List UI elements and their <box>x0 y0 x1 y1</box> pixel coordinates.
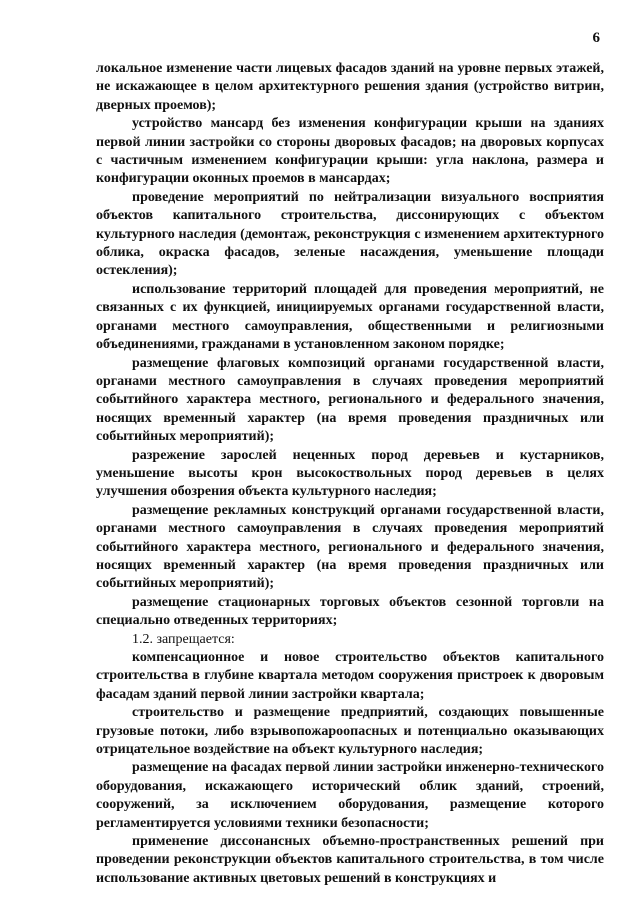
page-number: 6 <box>592 30 600 46</box>
paragraph-advertising: размещение рекламных конструкций органами государственной власти, органами местного самоуправления в случаях проведения мероприятий событийного характера местного, регионального и федерального значения, носящих временный характер (на время проведения праздничных или событийных мероприятий); <box>96 502 604 592</box>
paragraph-engineering-equipment: размещение на фасадах первой линии застройки инженерно-технического оборудования, искажающего исторический облик зданий, строений, сооружений, за исключением оборудования, размещение которого регламентируется условиями техники безопасности; <box>96 760 604 831</box>
document-body <box>96 60 604 888</box>
paragraph-enterprises: строительство и размещение предприятий, создающих повышенные грузовые потоки, либо взрывопожароопасных и потенциально оказывающих отрицательное воздействие на объект культурного наследия; <box>96 705 604 758</box>
paragraph-compensatory-construction: компенсационное и новое строительство объектов капитального строительства в глубине квартала методом сооружения пристроек к дворовым фасадам зданий первой линии застройки квартала; <box>96 650 604 702</box>
paragraph-flag-compositions: размещение флаговых композиций органами государственной власти, органами местного самоуправления в случаях проведения мероприятий событийного характера местного, регионального и федерального значения, носящих временный характер (на время проведения праздничных или событийных мероприятий); <box>96 355 604 445</box>
paragraph-square-use: использование территорий площадей для проведения мероприятий, не связанных с их функцией, инициируемых органами государственной власти, органами местного самоуправления, общественными и религиозными объединениями, гражданами в установленном законом порядке; <box>96 281 604 353</box>
paragraph-facade-change: локальное изменение части лицевых фасадов зданий на уровне первых этажей, не искажающее в целом архитектурного решения здания (устройство витрин, дверных проемов); <box>96 61 604 113</box>
paragraph-mansard: устройство мансард без изменения конфигурации крыши на зданиях первой линии застройки со стороны дворовых фасадов; на дворовых корпусах с частичным изменением конфигурации крыши: угла наклона, размера и конфигурации оконных проемов в мансардах; <box>96 116 604 187</box>
section-heading-prohibited: 1.2. запрещается: <box>132 631 235 647</box>
paragraph-seasonal-trade: размещение стационарных торговых объектов сезонной торговли на специально отведенных территориях; <box>96 594 604 629</box>
paragraph-thinning-trees: разрежение зарослей неценных пород деревьев и кустарников, уменьшение высоты крон высокоствольных пород деревьев в целях улучшения обозрения объекта культурного наследия; <box>96 447 604 500</box>
paragraph-dissonant-solutions: применение диссонансных объемно-пространственных решений при проведении реконструкции объектов капитального строительства, в том числе использование активных цветовых решений в конструкциях и <box>96 834 604 886</box>
paragraph-neutralization: проведение мероприятий по нейтрализации визуального восприятия объектов капитального строительства, диссонирующих с объектом культурного наследия (демонтаж, реконструкция с изменением архитектурного облика, окраска фасадов, зеленые насаждения, уменьшение площади остекления); <box>96 189 604 279</box>
